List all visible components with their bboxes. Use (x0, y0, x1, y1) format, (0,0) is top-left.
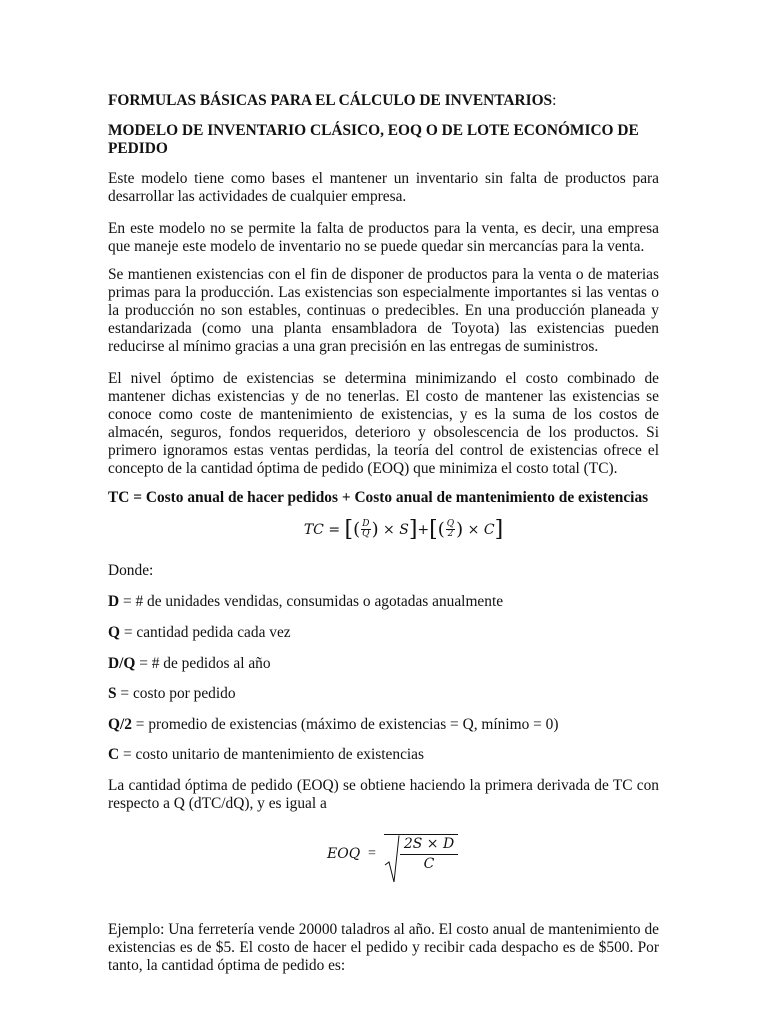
tc-definition: TC = Costo anual de hacer pedidos + Costo anual de mantenimiento de existencias (108, 489, 649, 506)
definition-c: C = costo unitario de mantenimiento de existencias (108, 746, 424, 763)
square-root: $\frac{2S \times D}{C}$ (384, 834, 458, 874)
tc-formula: TC = [( $\frac{D}{Q}$ ) × S]+[( $\frac{Q}{2}$ ) × C] (303, 516, 504, 542)
example-paragraph: Ejemplo: Una ferretería vende 20000 taladros al año. El costo anual de mantenimiento de existencias es de $5. El costo de hacer el pedido y recibir cada despacho es de $500. Por tanto, la cantidad óptima de pedido es: (108, 921, 659, 974)
definition-s: S = costo por pedido (108, 685, 236, 702)
eoq-intro: La cantidad óptima de pedido (EOQ) se obtiene haciendo la primera derivada de TC con respecto a Q (dTC/dQ), y es igual a (108, 777, 659, 812)
paragraph-2: En este modelo no se permite la falta de productos para la venta, es decir, una empresa que maneje este modelo de inventario no se puede quedar sin mercancías para la venta. (108, 220, 659, 255)
section-heading: MODELO DE INVENTARIO CLÁSICO, EOQ O DE LOTE ECONÓMICO DE PEDIDO (108, 122, 639, 157)
definition-q-over-2: Q/2 = promedio de existencias (máximo de existencias = Q, mínimo = 0) (108, 716, 559, 733)
paragraph-3: Se mantienen existencias con el fin de disponer de productos para la venta o de materias primas para la producción. Las existencias son especialmente importantes si las ventas o la producción no son estables, continuas o predecibles. En una producción planeada y estandarizada (como una planta ensambladora de Toyota) las existencias pueden reducirse al mínimo gracias a una gran precisión en las entregas de suministros. (108, 266, 659, 355)
paragraph-1: Este modelo tiene como bases el mantener un inventario sin falta de productos para desarrollar las actividades de cualquier empresa. (108, 170, 659, 205)
definition-q: Q = cantidad pedida cada vez (108, 624, 291, 641)
definition-d-over-q: D/Q = # de pedidos al año (108, 655, 271, 672)
donde-label: Donde: (108, 562, 154, 579)
definition-d: D = # de unidades vendidas, consumidas o agotadas anualmente (108, 593, 504, 610)
radical-sign-icon (384, 835, 400, 883)
eoq-formula: EOQ = $\frac{2S \times D}{C}$ (108, 834, 659, 874)
document-title: FORMULAS BÁSICAS PARA EL CÁLCULO DE INVENTARIOS: (108, 92, 557, 109)
paragraph-4: El nivel óptimo de existencias se determina minimizando el costo combinado de mantener dichas existencias y de no tenerlas. El costo de mantener las existencias se conoce como coste de mantenimiento de existencias, y es la suma de los costos de almacén, seguros, fondos requeridos, deterioro y obsolescencia de los productos. Si primero ignoramos estas ventas perdidas, la teoría del control de existencias ofrece el concepto de la cantidad óptima de pedido (EOQ) que minimiza el costo total (TC). (108, 370, 659, 477)
